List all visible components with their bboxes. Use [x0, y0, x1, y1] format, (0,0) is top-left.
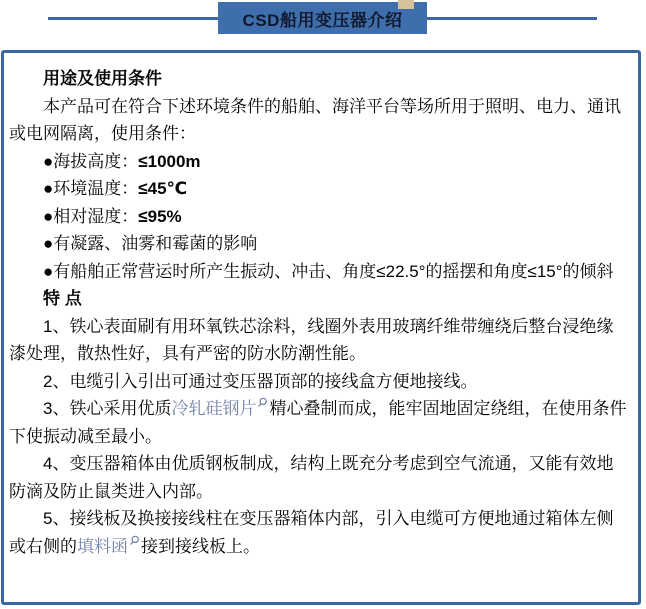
- feature-item-1: [9, 313, 630, 368]
- condition-label: 环境温度：: [53, 179, 139, 198]
- condition-item-temperature: [9, 175, 630, 203]
- header-rule-right: [427, 17, 597, 20]
- bullet-icon: ●: [43, 179, 54, 198]
- feature-text: 4、变压器箱体由优质钢板制成，结构上既充分考虑到空气流通，又能有效地防滴及防止鼠类进入内部。: [9, 454, 614, 501]
- baike-search-icon[interactable]: [129, 535, 140, 546]
- feature-item-4: [9, 450, 630, 505]
- condition-value: ≤1000m: [138, 151, 201, 171]
- feature-item-2: [9, 368, 630, 396]
- feature-text: 1、铁心表面刷有用环氧铁芯涂料，线圈外表用玻璃纤维带缠绕后整台浸绝缘漆处理，散热性好，具有严密的防水防潮性能。: [9, 316, 614, 363]
- condition-label: 相对湿度：: [53, 206, 139, 226]
- usage-intro-text: 本产品可在符合下述环境条件的船舶、海洋平台等场所用于照明、电力、通讯或电网隔离，使用条件：: [9, 96, 621, 143]
- link-stuffing-box[interactable]: 填料函: [77, 536, 128, 556]
- bullet-icon: ●: [43, 261, 54, 281]
- section-heading-features: 特 点: [43, 289, 82, 308]
- link-cold-rolled-silicon-steel[interactable]: 冷轧硅钢片: [171, 399, 257, 418]
- document-body: [1, 50, 641, 605]
- feature-text: 精心叠制而成，能牢固地固定绕组，在使用条件下使振动减至最小。: [9, 399, 627, 446]
- tan-accent-square: [398, 0, 414, 9]
- condition-label: 有凝露、油雾和霉菌的影响: [53, 234, 258, 253]
- condition-item-condensation: [9, 230, 630, 258]
- feature-item-3: [9, 395, 630, 450]
- page-title-banner: [218, 2, 427, 34]
- bullet-icon: ●: [43, 206, 54, 226]
- baike-search-icon[interactable]: [257, 397, 268, 408]
- condition-value: ≤45℃: [138, 179, 188, 198]
- condition-label: 海拔高度：: [53, 151, 139, 171]
- condition-label: 有船舶正常营运时所产生振动、冲击、角度≤22.5°的摇摆和角度≤15°的倾斜: [53, 261, 614, 281]
- feature-item-5: [9, 505, 630, 560]
- bullet-icon: ●: [43, 234, 54, 253]
- header-rule-left: [48, 17, 218, 20]
- feature-text: 3、铁心采用优质: [43, 399, 172, 418]
- page-title: CSD船用变压器介绍: [242, 10, 403, 30]
- bullet-icon: ●: [43, 151, 54, 171]
- condition-item-motion: [9, 258, 630, 286]
- section-heading-usage: 用途及使用条件: [43, 69, 162, 88]
- feature-text: 2、电缆引入引出可通过变压器顶部的接线盒方便地接线。: [43, 371, 478, 391]
- feature-text: 5、接线板及换接接线柱在变压器箱体内部，引入电缆可方便地通过箱体左侧或右侧的: [9, 509, 614, 556]
- condition-item-humidity: [9, 203, 630, 231]
- usage-intro-paragraph: [9, 93, 630, 148]
- condition-value: ≤95%: [138, 206, 182, 226]
- feature-text: 接到接线板上。: [141, 536, 260, 556]
- condition-item-altitude: [9, 148, 630, 176]
